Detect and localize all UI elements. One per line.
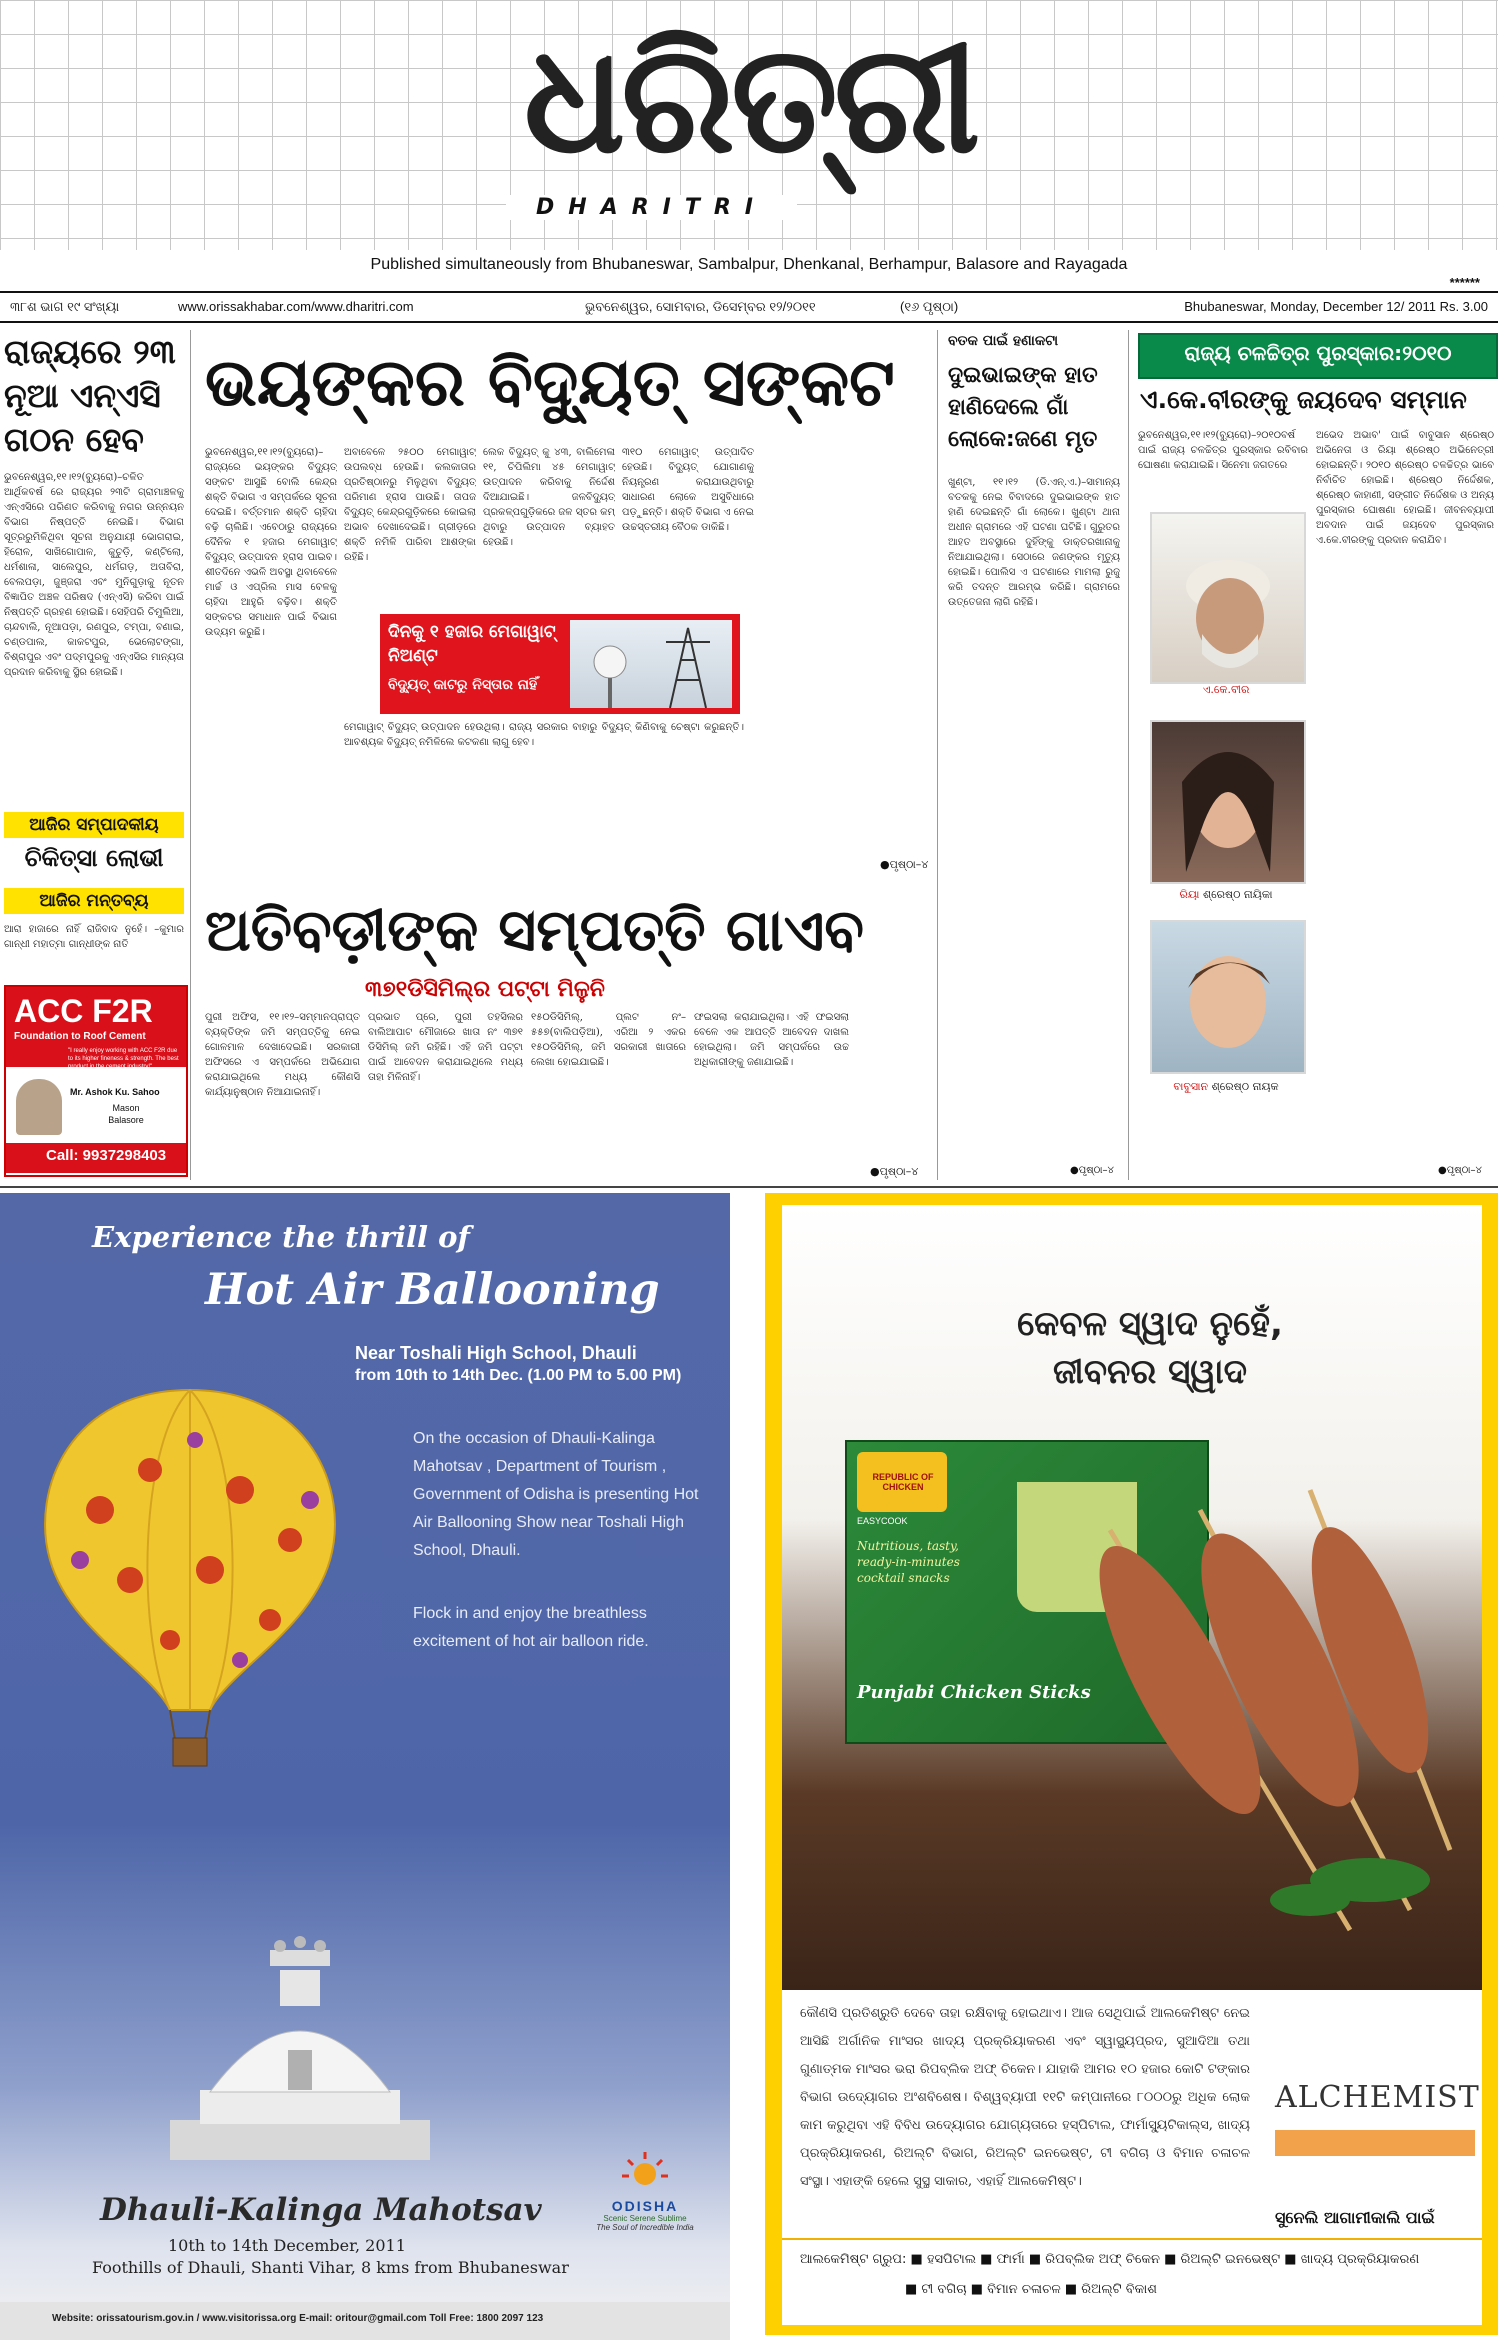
place-date-odia: ଭୁବନେଶ୍ୱର, ସୋମବାର, ଡିସେମ୍ବର ୧୨/୨୦୧୧ [585,299,816,314]
left-headline: ରାଜ୍ୟରେ ୨୩ ନୂଆ ଏନ୍‌ଏସି ଗଠନ ହେବ [4,332,176,459]
main-story-lower: ମେଗାୱାଟ୍ ବିଦ୍ୟୁତ୍ ଉତ୍ପାଦନ ହେଉଥିଲା। ରାଜ୍ୟ ସରକାର ବାହାରୁ ବିଦ୍ୟୁତ୍ କିଣିବାକୁ ଚେଷ୍ଟା କରୁଛନ୍ତି। ଆବଶ୍ୟକ ବିଦ୍ୟୁତ୍ ନମିଳିଲେ କଟକଣା ଲାଗୁ ହେବ। [344,722,744,748]
riya-role: ଶ୍ରେଷ୍ଠ ନାୟିକା [1202,888,1273,901]
balloon-footer[interactable]: Website: orissatourism.gov.in / www.visitorissa.org E-mail: oritour@gmail.com Toll Free: 1800 2097 123 [52,2313,544,2324]
editorial-title: ଚିକିତ୍ସା ଲୋଭୀ [24,844,164,872]
f2r-person: Mr. Ashok Ku. Sahoo [70,1087,160,1097]
babusan-role: ଶ୍ରେଷ୍ଠ ନାୟକ [1211,1080,1279,1093]
middle-story-body: ଖୁଣ୍ଟା, ୧୧।୧୨ (ଡି.ଏନ୍.ଏ.)–ସାମାନ୍ୟ ବତକକୁ ନେଇ ବିବାଦରେ ଦୁଇଭାଇଙ୍କ ହାତ ହାଣି ଦେଇଛନ୍ତି ଗାଁ ଲୋକେ। ଖୁଣ୍ଟା ଥାନା ଅଧୀନ ଗ୍ରାମରେ ଏହି ଘଟଣା ଘଟିଛି। ଗୁରୁତର ଆହତ ଅବସ୍ଥାରେ ଦୁହିଁଙ୍କୁ ଡାକ୍ତରଖାନାକୁ ନିଆଯାଇଥିଲା। ସେଠାରେ ଜଣଙ୍କର ମୃତ୍ୟୁ ହୋଇଛି। ପୋଲିସ ଏ ଘଟଣାରେ ମାମଲା ରୁଜୁ କରି ତଦନ୍ତ ଆରମ୍ଭ କରିଛି। ଗ୍ରାମରେ ଉତ୍ତେଜନା ଲାଗି ରହିଛି। [948,477,1120,608]
f2r-ad[interactable] [4,985,188,1177]
babusan-caption [1150,1080,1302,1094]
odisha-logo-text: ODISHA [611,2198,679,2214]
power-tower-photo [570,620,732,708]
chicken-skewers-icon [1050,1470,1470,1950]
dateline-bar [0,291,1498,323]
quote-of-day: ଆରା ହାଜାରେ ନାହିଁ ରାଜିବାଦ ନୁହେଁ। –କୁମାର ଗାନ୍ଧୀ ମହାତ୍ମା ଗାନ୍ଧୀଙ୍କ ନାତି [4,924,184,950]
volume-number: ୩୮ଶ ଭାଗ ୧୯ ସଂଖ୍ୟା [10,299,120,314]
inset-title: ଦିନକୁ ୧ ହଜାର ମେଗାୱାଟ୍ ନିଅଣ୍ଟ [388,622,556,666]
alchemist-group-line1: ଆଲକେମିଷ୍ଟ ଗ୍ରୁପ: ■ ହସପିଟାଲ ■ ଫାର୍ମା ■ ରିପବ୍ଲିକ ଅଫ୍ ଚିକେନ ■ ରିଅଲ୍ଟି ଇନଭେଷ୍ଟ ■ ଖାଦ୍ୟ ପ୍ରକ୍ରିୟାକରଣ [800,2252,1420,2267]
odisha-tourism-logo [590,2150,700,2232]
riya-name: ରିୟା [1179,888,1200,901]
box-product: Punjabi Chicken Sticks [857,1682,1091,1703]
alchemist-logo: ALCHEMIST [1275,2080,1480,2115]
english-dateline: Bhubaneswar, Monday, December 12/ 2011 Rs. 3.00 [1184,299,1488,314]
main-story-col3: ଲେକ ବିଦ୍ୟୁତ୍ କୁ ୪୩, ବାଲିମେଳା ୧୧, ଚିପିଲିମା ୪୫ ମେଗାୱାଟ୍ ଉତ୍ପାଦନ କରିବାକୁ ନିର୍ଦ୍ଦେଶ ଦିଆଯାଇଛି। ଜଳବିଦ୍ୟୁତ୍ ପ୍ରକଳ୍ପଗୁଡ଼ିକରେ ଜଳ ସ୍ତର କମ୍ ଥିବାରୁ ଉତ୍ପାଦନ ବ୍ୟାହତ ହେଉଛି। [483,447,615,548]
f2r-testimonial: "I really enjoy working with ACC F2R due to its higher fineness & strength. The best product in the cement industry!" [68,1048,179,1070]
balloon-paragraph-1: On the occasion of Dhauli-Kalinga Mahotsav , Department of Tourism , Government of Odisha is presenting Hot Air Ballooning Show near Toshali High School, Dhauli. [413,1430,699,1559]
film-awards-banner [1138,333,1498,379]
sun-icon [620,2150,670,2194]
main-story-col2: ଅବାବେଳେ ୨୫୦୦ ମେଗାୱାଟ୍ ଉପଲବ୍ଧ ହେଉଛି। କଲକାତାର ପ୍ରତିଷ୍ଠାନରୁ ମିଳୁଥିବା ବିଦ୍ୟୁତ୍ ପରିମାଣ ହ୍ରାସ ପାଉଛି। ତାପଜ ବିଦ୍ୟୁତ୍ କେନ୍ଦ୍ରଗୁଡ଼ିକରେ କୋଇଲା ଅଭାବ ଦେଖାଦେଇଛି। ଗ୍ରୀଡ଼ରେ ଶକ୍ତି ନମିଳି ପାରିବା ଆଶଙ୍କା ରହିଛି। [344,447,476,563]
left-story-body: ଭୁବନେଶ୍ୱର,୧୧।୧୨(ବ୍ୟୁରୋ)–ଚଳିତ ଆର୍ଥିକବର୍ଷ ରେ ରାଜ୍ୟର ୨୩ଟି ଗ୍ରାମାଞ୍ଚଳକୁ ଏନ୍‌ଏସିରେ ପରିଣତ କରିବାକୁ ନଗର ଉନ୍ନୟନ ବିଭାଗ ନିଷ୍ପତ୍ତି ନେଇଛି। ବିଭାଗ ସୂତ୍ରରୁମିଳିଥିବା ସୂଚନା ଅନୁଯାୟୀ ଭୋଗରାଇ, ହିରୋଳ, ସାଖିଗୋପାଳ, କୁଚୁଡ଼ି, କଣ୍ଟିଲୋ, ଧର୍ମଶାଳା, ସାଲେପୁର, ଧର୍ମଗଡ଼, ଅତାବିରା, ବେଲପଡ଼ା, ଜୁଞ୍ଜରା ଏବଂ ମୁନିଗୁଡ଼ାକୁ ନୂତନ ବିଜ୍ଞାପିତ ଅଞ୍ଚଳ ପରିଷଦ (ଏନ୍‌ଏସି) କରିବା ପାଇଁ ନିଷ୍ପତ୍ତି ଗ୍ରହଣ ହୋଇଛି। ସେହିପରି ଚିମୁଲିଆ, ଚାନ୍ଦବାଲି, ନୂଆପଡ଼ା, ରଣପୁର, ଟମ୍ପା, ବଣାଇ, ଚଣ୍ଡପାଲ, କାକଟପୁର, ଭେଲୋଟଙ୍ଗା, ବିଶ୍ରାପୁର ଏବଂ ପଦ୍ମପୁରକୁ ଏନ୍‌ଏସିର ମାନ୍ୟତା ପ୍ରଦାନ କରିବାକୁ ସ୍ଥିର ହୋଇଛି। [4,472,184,678]
f2r-phone: Call: 9937298403 [46,1147,167,1164]
opinion-label: ଆଜିର ମନ୍ତବ୍ୟ [4,888,184,914]
middle-kicker: ବତକ ପାଇଁ ହଣାକଟା [948,333,1059,349]
odisha-logo-tag: Scenic Serene Sublime [603,2214,687,2223]
second-story-col3: ୧୫୦ଡିସିମିଲ୍, ପ୍ଲଟ ନଂ–୫୫୭(ବାଲିପଡ଼ିଆ), ଏରିଆ ୨ ଏକର ୧୫୦ଡିସିମିଲ୍, ଜମି ସରକାରୀ ଖାତାରେ ଲେଖା ହୋଇଯାଇଛି। [531,1012,686,1068]
main-continued[interactable]: ●ପୃଷ୍ଠା–୪ [880,858,929,871]
second-story-col4: ଫଇସଲା କରାଯାଇଥିଲା। ଏହି ଫଇସଲା ବେଳେ ଏକ ଆପତ୍ତି ଆବେଦନ ଦାଖଲ ହୋଇଥିଲା। ଜମି ସମ୍ପର୍କରେ ଉଚ୍ଚ ଅଧିକାରୀଙ୍କୁ ଜଣାଯାଇଛି। [694,1012,849,1068]
fest-dates: 10th to 14th December, 2011 [168,2236,406,2255]
right-story-body: ଅଭେଦ ଅଭାବ' ପାଇଁ ବାବୁସାନ ଶ୍ରେଷ୍ଠ ଅଭିନେତା ଓ ରିୟା ଶ୍ରେଷ୍ଠ ଅଭିନେତ୍ରୀ ହୋଇଛନ୍ତି। ୨୦୧୦ ଶ୍ରେଷ୍ଠ ଚଳଚ୍ଚିତ୍ର ଭାବେ ନିର୍ବାଚିତ ହୋଇଛି। ଶ୍ରେଷ୍ଠ ନିର୍ଦ୍ଦେଶକ, ଶ୍ରେଷ୍ଠ କାହାଣୀ, ସଙ୍ଗୀତ ନିର୍ଦ୍ଦେଶକ ଓ ଅନ୍ୟ ପୁରସ୍କାର ଘୋଷଣା ହୋଇଛି। ଜୀବନବ୍ୟାପୀ ଅବଦାନ ପାଇଁ ଜୟଦେବ ପୁରସ୍କାର ଏ.କେ.ବୀରଙ୍କୁ ପ୍ରଦାନ କରାଯିବ। [1316,430,1494,546]
f2r-place: Balasore [108,1115,144,1125]
balloon-paragraph-2: Flock in and enjoy the breathless excitement of hot air balloon ride. [413,1605,649,1650]
box-tagline: Nutritious, tasty, ready-in-minutes cocktail snacks [857,1539,960,1585]
fest-place: Foothills of Dhauli, Shanti Vihar, 8 kms from Bhubaneswar [92,2258,569,2277]
f2r-brand: ACC F2R [14,993,153,1029]
headline-line1: କେବଳ ସ୍ୱାଦ ନୁହେଁ, [1017,1304,1283,1344]
fest-title: Dhauli-Kalinga Mahotsav [100,2192,542,2228]
second-continued[interactable]: ●ପୃଷ୍ଠା–୪ [870,1165,919,1178]
main-story-col1: ଭୁବନେଶ୍ୱର,୧୧।୧୨(ବ୍ୟୁରୋ)–ରାଜ୍ୟରେ ଭୟଙ୍କର ବିଦ୍ୟୁତ୍ ସଙ୍କଟ ଆସୁଛି ବୋଲି କେନ୍ଦ୍ର ଶକ୍ତି ବିଭାଗ ଏ ସମ୍ପର୍କରେ ସୂଚନା ଦେଇଛି। ବର୍ତ୍ତମାନ ଶକ୍ତି ଚାହିଦା ବଢ଼ି ଚାଲିଛି। ଏବେଠାରୁ ରାଜ୍ୟରେ ଦୈନିକ ୧ ହଜାର ମେଗାୱାଟ୍ ବିଦ୍ୟୁତ୍ ଉତ୍ପାଦନ ହ୍ରାସ ପାଇବ। ଶୀତଦିନେ ଏଭଳି ଅବସ୍ଥା ଥିବାବେଳେ ମାର୍ଚ୍ଚ ଓ ଏପ୍ରିଲ ମାସ ବେଳକୁ ଚାହିଦା ଆହୁରି ବଢ଼ିବ। ଶକ୍ତି ସଙ୍କଟର ସମାଧାନ ପାଇଁ ବିଭାଗ ଉଦ୍ୟମ କରୁଛି। [205,447,337,638]
main-headline: ଭୟଙ୍କର ବିଦ୍ୟୁତ୍ ସଙ୍କଟ [205,344,895,421]
headline-line2: ଜୀବନର ସ୍ୱାଦ [1052,1352,1248,1392]
box-brand: REPUBLIC OF CHICKEN [872,1472,934,1492]
balloon-dates: from 10th to 14th Dec. (1.00 PM to 5.00 PM) [355,1367,682,1384]
logo-latin: DHARITRI [506,195,797,220]
alchemist-slogan: ସୁନେଲି ଆଗାମୀକାଲି ପାଇଁ [1275,2208,1435,2227]
second-headline: ଅତିବଡ଼ୀଙ୍କ ସମ୍ପତ୍ତି ଗାଏବ [205,896,864,964]
f2r-tagline: Foundation to Roof Cement [14,1031,146,1042]
column-rule [937,330,938,1180]
second-subhead: ୩୭୧ଡିସିମିଲ୍‌ର ପଟ୍ଟା ମିଳୁନି [365,977,605,1002]
riya-photo [1150,720,1306,884]
alchemist-group-line2: ■ ଟୀ ବଗିଚା ■ ବିମାନ ଚଳାଚଳ ■ ରିଅଲ୍ଟି ବିକାଶ [905,2282,1157,2297]
balloon-ad-line1: Experience the thrill of [92,1220,470,1254]
f2r-role: Mason [112,1103,140,1113]
right-story-intro: ଭୁବନେଶ୍ୱର,୧୧।୧୨(ବ୍ୟୁରୋ)–୨୦୧୦ବର୍ଷ ପାଇଁ ରାଜ୍ୟ ଚଳଚ୍ଚିତ୍ର ପୁରସ୍କାର ରବିବାର ଘୋଷଣା କରାଯାଇଛି। ସିନେମା ଜଗତରେ [1138,430,1308,471]
odisha-logo-sub: The Soul of Incredible India [596,2223,694,2232]
riya-caption [1150,888,1302,902]
column-rule [1128,330,1129,1180]
newspaper-logo [470,10,1030,220]
right-continued[interactable]: ●ପୃଷ୍ଠା–୪ [1438,1165,1482,1176]
column-rule [190,330,191,1180]
alchemist-body: କୌଣସି ପ୍ରତିଶ୍ରୁତି ଦେବେ ତାହା ରକ୍ଷିବାକୁ ହୋଇଥାଏ। ଆଜ ସେଥିପାଇଁ ଆଲକେମିଷ୍ଟ ନେଇ ଆସିଛି ଅର୍ଗାନିକ ମାଂସର ଖାଦ୍ୟ ପ୍ରକ୍ରିୟାକରଣ ଏବଂ ସ୍ୱାସ୍ଥ୍ୟପ୍ରଦ, ସୁଆଦିଆ ତଥା ଗୁଣାତ୍ମକ ମାଂସର ଭରା ରିପବ୍ଲିକ ଅଫ୍ ଚିକେନ। ଯାହାକି ଆମର ୧୦ ହଜାର କୋଟି ଟଙ୍କାର ବିଭାଗ ଉଦ୍ୟୋଗର ଅଂଶବିଶେଷ। ବିଶ୍ୱବ୍ୟାପୀ ୧୧ଟି କମ୍ପାନୀରେ ୮୦୦୦ରୁ ଅଧିକ ଲୋକ କାମ କରୁଥିବା ଏହି ବିବିଧ ଉଦ୍ୟୋଗର ଯୋଗ୍ୟତାରେ ହସ୍ପିଟାଲ, ଫାର୍ମାସ୍ୟୁଟିକାଲ୍ସ, ଖାଦ୍ୟ ପ୍ରକ୍ରିୟାକରଣ, ରିଅଲ୍ଟି ବିଭାଗ, ରିଅଲ୍ଟି ଇନଭେଷ୍ଟ, ଟୀ ବଗିଚା ଓ ବିମାନ ଚଳାଚଳ ସଂସ୍ଥା। ଏହାଙ୍କି ହେଲେ ସୁସ୍ଥ ସାକାର, ଏହାହିଁ ଆଲକେମିଷ୍ଟ। [800,2006,1250,2189]
ak-bir-photo [1150,512,1306,684]
editorial-label: ଆଜିର ସମ୍ପାଦକୀୟ [4,812,184,838]
published-line: Published simultaneously from Bhubaneswar, Sambalpur, Dhenkanal, Berhampur, Balasore and Rayagada [370,256,1128,273]
ak-bir-caption: ଏ.କେ.ବୀର [1202,683,1250,696]
logo-odia: ଧରିତ୍ରୀ [523,13,977,187]
right-headline: ଏ.କେ.ବୀରଙ୍କୁ ଜୟଦେବ ସମ୍ମାନ [1140,385,1467,414]
second-story-col1: ପୁରୀ ଅଫିସ, ୧୧।୧୨–ସମ୍ମାନପ୍ରାପ୍ତ ବ୍ୟକ୍ତିଙ୍କ ଜମି ସମ୍ପତ୍ତିକୁ ନେଇ ଗୋଳମାଳ ଦେଖାଦେଇଛି। ସରକାରୀ ଅଫିସରେ ଏ ସମ୍ପର୍କରେ ଅଭିଯୋଗ କରାଯାଇଥିଲେ ମଧ୍ୟ କୌଣସି କାର୍ଯ୍ୟାନୁଷ୍ଠାନ ନିଆଯାଇନାହିଁ। [205,1012,360,1098]
alchemist-headline [975,1300,1325,1396]
balloon-ad-line2: Hot Air Ballooning [205,1265,660,1315]
middle-continued[interactable]: ●ପୃଷ୍ଠା–୪ [1070,1165,1114,1176]
hot-air-balloon-icon [10,1380,370,1780]
power-crisis-inset [380,614,740,714]
mason-photo [16,1079,62,1135]
page-count: (୧୬ ପୃଷ୍ଠା) [900,299,959,314]
second-story-col2: ପ୍ରଭାତ ପ୍ରେ, ପୁରୀ ତହସିଲର ବାଲିଆପାଟ ମୌଜାରେ ଖାତା ନଂ ୩୭୧ ଡିସିମିଲ୍ ଜମି ରହିଛି। ଏହି ଜମି ପଟ୍ଟା ପାଇଁ ଆବେଦନ କରାଯାଇଥିଲେ ମଧ୍ୟ ତାହା ମିଳିନାହିଁ। [368,1012,523,1083]
shanti-stupa-icon [150,1930,450,2160]
banner-text: ରାଜ୍ୟ ଚଳଚ୍ଚିତ୍ର ପୁରସ୍କାର:୨୦୧୦ [1184,341,1452,365]
babusan-photo [1150,920,1306,1074]
main-story-col4: ୩୧୦ ମେଗାୱାଟ୍ ଉତ୍ପାଦିତ ହେଉଛି। ବିଦ୍ୟୁତ୍ ଯୋଗାଣକୁ ନିୟନ୍ତ୍ରଣ କରାଯାଉଥିବାରୁ ସାଧାରଣ ଲୋକେ ଅସୁବିଧାରେ ପଡ଼ୁଛନ୍ତି। ଶକ୍ତି ବିଭାଗ ଏ ନେଇ ଉଚ୍ଚସ୍ତରୀୟ ବୈଠକ ଡାକିଛି। [622,447,754,533]
box-sub: EASYCOOK [857,1516,908,1526]
alchemist-swoosh [1275,2130,1475,2156]
middle-headline: ଦୁଇଭାଇଙ୍କ ହାତ ହାଣିଦେଲେ ଗାଁ ଲୋକେ:ଜଣେ ମୃତ [948,363,1098,452]
stars: ****** [1449,275,1480,290]
inset-subtitle: ବିଦ୍ୟୁତ୍ କାଟରୁ ନିସ୍ତାର ନାହିଁ [388,677,538,693]
website-link[interactable]: www.orissakhabar.com/www.dharitri.com [178,299,414,314]
balloon-venue: Near Toshali High School, Dhauli [355,1343,637,1363]
ad-divider [0,1186,1498,1188]
babusan-name: ବାବୁସାନ [1173,1080,1209,1093]
